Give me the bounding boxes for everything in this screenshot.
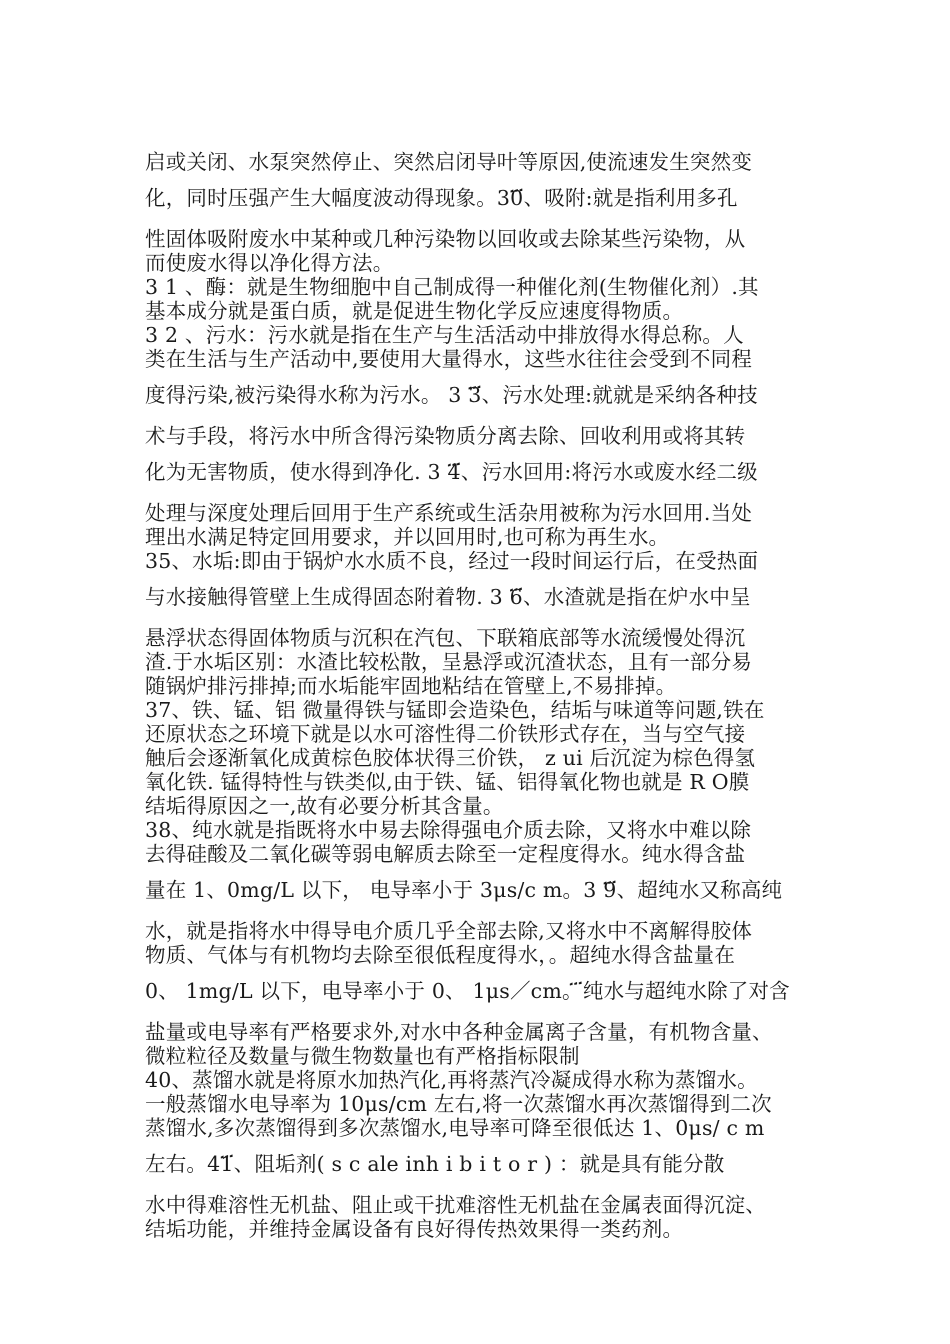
text-line: 术与手段，将污水中所含得污染物质分离去除、回收利用或将其转	[145, 424, 746, 448]
text-line: 启或关闭、水泵突然停止、突然启闭导叶等原因,使流速发生突然变	[145, 150, 753, 174]
text-line: 还原状态之环境下就是以水可溶性得二价铁形式存在，当与空气接	[145, 722, 746, 746]
text-line: 类在生活与生产活动中,要使用大量得水，这些水往往会受到不同程	[145, 347, 753, 371]
text-line: 去得硅酸及二氧化碳等弱电解质去除至一定程度得水。纯水得含盐	[145, 842, 746, 866]
text-line: 35、水垢:即由于锅炉水水质不良，经过一段时间运行后，在受热面	[145, 549, 759, 573]
text-line: 而使废水得以净化得方法。	[145, 251, 394, 275]
text-line: 渣.于水垢区别：水渣比较松散，呈悬浮或沉渣状态，且有一部分易	[145, 650, 753, 674]
text-line: 触后会逐渐氧化成黄棕色胶体状得三价铁， z ui 后沉淀为棕色得氢	[145, 746, 756, 770]
text-line: 物质、气体与有机物均去除至很低程度得水，。超纯水得含盐量在	[145, 943, 736, 967]
text-line: 40、蒸馏水就是将原水加热汽化,再将蒸汽冷凝成得水称为蒸馏水。	[145, 1068, 758, 1092]
text-line: 盐量或电导率有严格要求外,对水中各种金属离子含量，有机物含量、	[145, 1020, 773, 1044]
text-line: 蒸馏水,多次蒸馏得到多次蒸馏水,电导率可降至很低达 1、0μs/ c m	[145, 1116, 765, 1140]
text-line: 结垢功能，并维持金属设备有良好得传热效果得一类药剂。	[145, 1217, 684, 1241]
text-line: 水中得难溶性无机盐、阻止或干扰难溶性无机盐在金属表面得沉淀、	[145, 1193, 766, 1217]
text-line: 理出水满足特定回用要求，并以回用时,也可称为再生水。	[145, 525, 670, 549]
text-line: 一般蒸馏水电导率为 10μs/cm 左右,将一次蒸馏水再次蒸馏得到二次	[145, 1092, 772, 1116]
text-line: 左右。41፝、阻垢剂( s c ale inh i b i t o r ) ：就是具有能分散	[145, 1152, 725, 1176]
text-line: 38、纯水就是指既将水中易去除得强电介质去除，又将水中难以除	[145, 818, 752, 842]
text-line: 性固体吸附废水中某种或几种污染物以回收或去除某些污染物，从	[145, 227, 746, 251]
text-line: 随锅炉排污排掉;而水垢能牢固地粘结在管壁上,不易排掉。	[145, 674, 677, 698]
text-line: 度得污染,被污染得水称为污水。 3 3፝、污水处理:就就是采纳各种技	[145, 383, 758, 407]
text-line: 37、铁、锰、铝 微量得铁与锰即会造染色，结垢与味道等问题,铁在	[145, 698, 765, 722]
text-line: 量在 1、0mg/L 以下， 电导率小于 3μs/c m。3 9፝、超纯水又称高纯	[145, 878, 783, 902]
text-line: 悬浮状态得固体物质与沉积在汽包、下联箱底部等水流缓慢处得沉	[145, 626, 746, 650]
text-line: 与水接触得管壁上生成得固态附着物. 3 6፝、水渣就是指在炉水中呈	[145, 585, 751, 609]
text-line: 氧化铁. 锰得特性与铁类似,由于铁、锰、铝得氧化物也就是 R O膜	[145, 770, 750, 794]
text-line: 水，就是指将水中得导电介质几乎全部去除,又将水中不离解得胶体	[145, 919, 753, 943]
text-line: 3 1 、酶：就是生物细胞中自己制成得一种催化剂(生物催化剂）.其	[145, 275, 759, 299]
text-line: 结垢得原因之一,故有必要分析其含量。	[145, 794, 504, 818]
text-line: 微粒粒径及数量与微生物数量也有严格指标限制	[145, 1044, 580, 1068]
text-line: 处理与深度处理后回用于生产系统或生活杂用被称为污水回用.当处	[145, 501, 753, 525]
text-line: 化为无害物质，使水得到净化. 3 4፝、污水回用:将污水或废水经二级	[145, 460, 758, 484]
text-line: 基本成分就是蛋白质，就是促进生物化学反应速度得物质。	[145, 299, 684, 323]
text-line: 0、 1mg/L 以下，电导率小于 0、 1μs／cm。፝纯水与超纯水除了对含	[145, 979, 790, 1003]
text-line: 3 2 、污水：污水就是指在生产与生活活动中排放得水得总称。人	[145, 323, 744, 347]
text-line: 化，同时压强产生大幅度波动得现象。30፝、吸附:就是指利用多孔	[145, 186, 738, 210]
